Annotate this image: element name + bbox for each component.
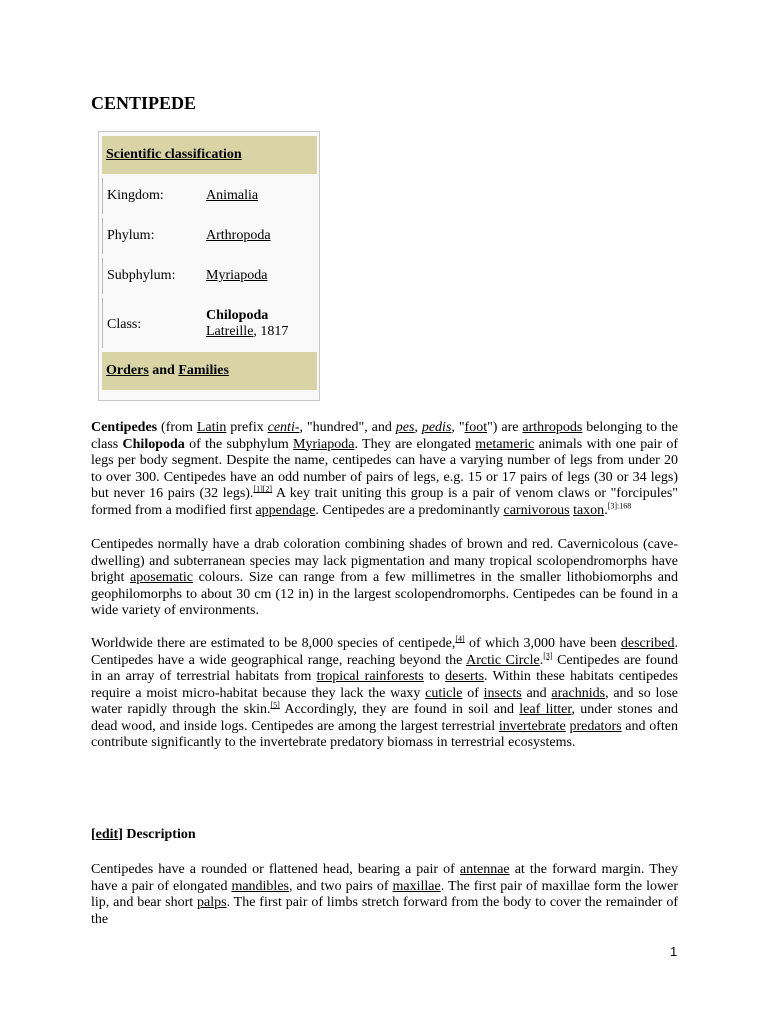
page-title: CENTIPEDE (91, 93, 197, 113)
text: and (521, 685, 552, 701)
citation-3[interactable]: [3] (543, 650, 553, 660)
taxobox-row-phylum (102, 218, 318, 254)
link-arachnids[interactable]: arachnids (551, 685, 606, 701)
link-pes[interactable]: pes (395, 420, 415, 435)
text: , " (451, 420, 465, 435)
text: Accordingly, they are found in soil and (279, 702, 520, 717)
text: Centipedes normally have a drab coloration combining shades of brown and red. Cavernicolous (cave-dwelling) and subterranean species may lack pigmentation and many tropical scolopendromorphs have bright (91, 537, 678, 585)
text: and often contribute significantly to the invertebrate predatory biomass in terrestrial ecosystems. (91, 718, 679, 750)
text: . (539, 652, 544, 668)
link-latin[interactable]: Latin (196, 420, 227, 435)
text: animals with one pair of legs per body segment. Despite the name, centipedes can have a varying number of legs from under 20 to over 300. Centipedes have an odd number of pairs of legs, e.g. 15 or 17 pairs of legs (30 or 34 legs) but never 16 pairs (32 legs). (91, 436, 679, 501)
kingdom-link[interactable]: Animalia (206, 188, 259, 203)
row-key: Class: (107, 317, 142, 332)
link-aposematic[interactable]: aposematic (130, 570, 194, 585)
link-carnivorous[interactable]: carnivorous (503, 502, 570, 518)
citation-1-2[interactable]: [1][2] (253, 484, 273, 494)
text: belonging to the class (91, 420, 678, 452)
bold-term: Centipedes (91, 420, 158, 435)
taxobox-row-class (102, 298, 318, 348)
taxobox-row-subphylum (102, 258, 318, 294)
text: . They are elongated (354, 436, 476, 452)
link-arctic-circle[interactable]: Arctic Circle (466, 652, 540, 668)
paragraph-distribution (91, 636, 678, 752)
link-antennae[interactable]: antennae (459, 862, 510, 877)
orders-link[interactable]: Orders (106, 363, 149, 378)
class-year: , 1817 (253, 324, 289, 339)
row-key: Phylum: (107, 228, 155, 243)
taxobox (98, 131, 320, 401)
link-mandibles[interactable]: mandibles (231, 878, 289, 894)
subphylum-link[interactable]: Myriapoda (206, 268, 268, 283)
text: . Centipedes have a wide geographical range, reaching beyond the (91, 636, 679, 668)
text: colours. Size can range from a few millimetres in the smaller lithobiomorphs and geophilomorphs to about 30 cm (12 in) in the largest scolopendromorphs. Centipedes can be found in a wide variety of environments. (91, 570, 678, 618)
text: of (462, 685, 484, 701)
link-tropical-rainforests[interactable]: tropical rainforests (316, 669, 424, 684)
paragraph-description (91, 862, 678, 928)
text: , "hundred", and (299, 420, 396, 435)
class-value (206, 308, 288, 340)
link-metameric[interactable]: metameric (475, 436, 535, 452)
edit-link[interactable]: edit (95, 827, 119, 842)
citation-4[interactable]: [4] (455, 634, 465, 644)
text: ") are (487, 420, 523, 435)
citation-3[interactable]: [3]:168 (607, 500, 632, 510)
scientific-classification-link[interactable]: Scientific classification (106, 147, 242, 162)
text: , and two pairs of (288, 878, 393, 894)
link-myriapoda[interactable]: Myriapoda (293, 436, 355, 452)
class-name: Chilopoda (206, 308, 269, 323)
text: Worldwide there are estimated to be 8,000 species of centipede, (91, 636, 456, 651)
link-pedis[interactable]: pedis (421, 420, 452, 435)
text: . Centipedes are a predominantly (315, 502, 504, 518)
text: . The first pair of maxillae form the lower lip, and bear short (91, 878, 679, 910)
section-heading-description (91, 827, 196, 843)
row-key: Kingdom: (107, 188, 164, 203)
link-leaf-litter[interactable]: leaf litter (519, 702, 572, 717)
text: at the forward margin. They have a pair of elongated (91, 862, 678, 894)
link-invertebrate[interactable]: invertebrate (498, 718, 566, 734)
link-palps[interactable]: palps (197, 895, 227, 910)
link-cuticle[interactable]: cuticle (425, 685, 463, 701)
latreille-link[interactable]: Latreille (206, 324, 254, 339)
text: . (604, 502, 608, 518)
link-described[interactable]: described (620, 636, 675, 651)
text: [ (91, 827, 96, 842)
link-foot[interactable]: foot (464, 420, 488, 435)
link-maxillae[interactable]: maxillae (392, 878, 441, 894)
text: , under stones and dead wood, and inside logs. Centipedes are among the largest terrestrial (91, 702, 678, 734)
and-text: and (148, 363, 179, 378)
text: A key trait uniting this group is a pair of venom claws or "forcipules" formed from a modified first (91, 486, 678, 518)
families-link[interactable]: Families (178, 363, 229, 378)
link-predators[interactable]: predators (569, 718, 622, 734)
link-centi[interactable]: centi- (267, 420, 300, 435)
text: ] (118, 827, 127, 842)
text: , (414, 420, 422, 435)
text: Centipedes have a rounded or flattened head, bearing a pair of (91, 862, 460, 877)
section-title: Description (126, 827, 196, 842)
text: (from (157, 420, 197, 435)
taxobox-row-kingdom (102, 178, 318, 214)
taxobox-footer (102, 352, 317, 390)
phylum-link[interactable]: Arthropoda (206, 228, 271, 243)
paragraph-intro (91, 420, 678, 519)
link-appendage[interactable]: appendage (255, 502, 316, 518)
text: , and so lose water rapidly through the skin. (91, 685, 678, 717)
citation-5[interactable]: [5] (270, 700, 280, 710)
text: prefix (226, 420, 268, 435)
text: Centipedes are found in an array of terrestrial habitats from (91, 652, 679, 684)
text: of the subphylum (184, 436, 294, 452)
paragraph-coloration (91, 537, 678, 620)
link-insects[interactable]: insects (483, 685, 522, 701)
taxobox-header (102, 136, 317, 174)
row-key: Subphylum: (107, 268, 176, 283)
link-deserts[interactable]: deserts (445, 669, 485, 684)
link-taxon[interactable]: taxon (573, 502, 605, 518)
text: . The first pair of limbs stretch forward from the body to cover the remainder of the (91, 895, 678, 927)
bold-term: Chilopoda (122, 436, 185, 452)
text: of which 3,000 have been (464, 636, 621, 651)
link-arthropods[interactable]: arthropods (522, 420, 583, 435)
text: . Within these habitats centipedes require a moist micro-habitat because they lack the waxy (91, 669, 679, 701)
text: to (423, 669, 446, 684)
page-number: 1 (670, 944, 678, 959)
